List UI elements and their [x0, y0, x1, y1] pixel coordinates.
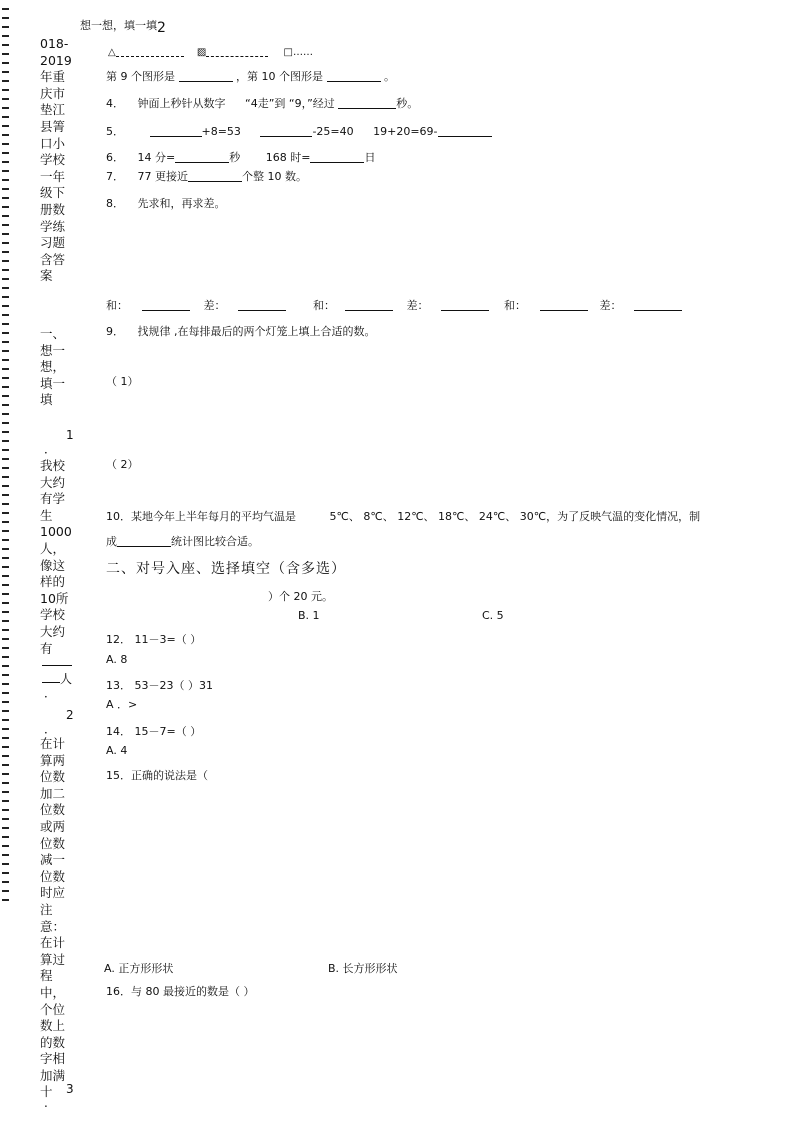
- square-icon: □: [283, 47, 293, 58]
- q1-text: 我校大约有学生1000人，像这样的10所学校大约有: [40, 458, 72, 656]
- q2-dot: ．: [44, 722, 57, 736]
- question-8: 8． 先求和，再求差。: [106, 197, 226, 210]
- q6-blank-1[interactable]: [175, 151, 229, 163]
- section-title-1: 一、想一想，填一填: [40, 326, 66, 408]
- q8-answer-row: 和： 差： 和： 差： 和： 差：: [106, 297, 682, 313]
- q2-text: 在计算两位数加二位数或两位数减一位数时应注意：在计算过程中，个位数上的数字相加满十: [40, 736, 66, 1100]
- q1-blank-suffix: 人: [42, 670, 72, 687]
- q15-option-b[interactable]: B. 长方形形状: [328, 962, 398, 975]
- q6-blank-2[interactable]: [310, 151, 364, 163]
- q13-option-a[interactable]: A ．>: [106, 698, 138, 711]
- q8-diff-blank-1[interactable]: [238, 299, 286, 311]
- q9-part-2: （ 2）: [106, 458, 139, 471]
- shape-blank-2[interactable]: [206, 45, 268, 57]
- question-6: 6． 14 分= 秒 168 时= 日: [106, 151, 376, 164]
- question-10-line2: 成 统计图比较合适。: [106, 535, 259, 548]
- q11-text: ）个 20 元。: [268, 590, 333, 603]
- question-7: 7． 77 更接近 个整 10 数。: [106, 170, 307, 183]
- question-5: 5． +8=53 -25=40 19+20=69-: [106, 123, 492, 139]
- q11-option-b[interactable]: B. 1: [298, 609, 320, 622]
- q3-blank-1[interactable]: [179, 70, 233, 82]
- q9-part-1: （ 1）: [106, 375, 139, 388]
- q1-dot: ．: [44, 442, 57, 456]
- q8-sum-blank-3[interactable]: [540, 299, 588, 311]
- shaded-square-icon: ▨: [196, 47, 207, 58]
- q8-sum-blank-1[interactable]: [142, 299, 190, 311]
- q3-blank-2[interactable]: [327, 70, 381, 82]
- question-14: 14． 15－7=（ ）: [106, 725, 202, 738]
- question-12: 12． 11－3=（ ）: [106, 633, 202, 646]
- margin-dashes: [2, 8, 12, 908]
- question-9: 9． 找规律 ,在每排最后的两个灯笼上填上合适的数。: [106, 325, 376, 338]
- q1-end: ．: [44, 686, 57, 700]
- q1-number: 1: [66, 428, 74, 442]
- q8-sum-blank-2[interactable]: [345, 299, 393, 311]
- q2-number: 2: [66, 708, 74, 722]
- q11-option-c[interactable]: C. 5: [482, 609, 504, 622]
- q3-number: 3: [66, 1082, 74, 1096]
- q4-blank[interactable]: [338, 97, 396, 109]
- triangle-icon: △: [108, 47, 116, 58]
- question-15: 15．正确的说法是（: [106, 769, 208, 782]
- q7-blank[interactable]: [188, 170, 242, 182]
- question-16: 16．与 80 最接近的数是（ ）: [106, 985, 255, 998]
- q1-blank[interactable]: [42, 664, 72, 666]
- q5-blank-2[interactable]: [260, 125, 312, 137]
- shape-sequence: △ ▨ □……: [108, 47, 313, 58]
- shape-blank-1[interactable]: [116, 45, 184, 57]
- question-10: 10．某地今年上半年每月的平均气温是 5℃、 8℃、 12℃、 18℃、 24℃、 30℃，为了反映气温的变化情况，制: [106, 510, 701, 523]
- top-header: 想一想，填一填2: [80, 19, 166, 36]
- q3-line: 第 9 个图形是 ，第 10 个图形是 。: [106, 70, 395, 83]
- q15-option-a[interactable]: A. 正方形形状: [104, 962, 174, 975]
- q14-option-a[interactable]: A. 4: [106, 744, 128, 757]
- question-13: 13． 53－23（ ）31: [106, 679, 213, 692]
- section-title-2: 二、对号入座、选择填空（含多选）: [106, 561, 346, 577]
- q10-blank[interactable]: [117, 535, 171, 547]
- q5-blank-3[interactable]: [438, 125, 492, 137]
- q12-option-a[interactable]: A. 8: [106, 653, 128, 666]
- q8-diff-blank-3[interactable]: [634, 299, 682, 311]
- q8-diff-blank-2[interactable]: [441, 299, 489, 311]
- doc-title: 018-2019年重庆市垫江县箐口小学校一年级下册数学练习题含答案: [40, 36, 72, 284]
- q3-dot: .: [44, 1096, 48, 1110]
- q5-blank-1[interactable]: [150, 125, 202, 137]
- question-4: 4． 钟面上秒针从数字 “4走”到 “9，”经过 秒。: [106, 97, 419, 110]
